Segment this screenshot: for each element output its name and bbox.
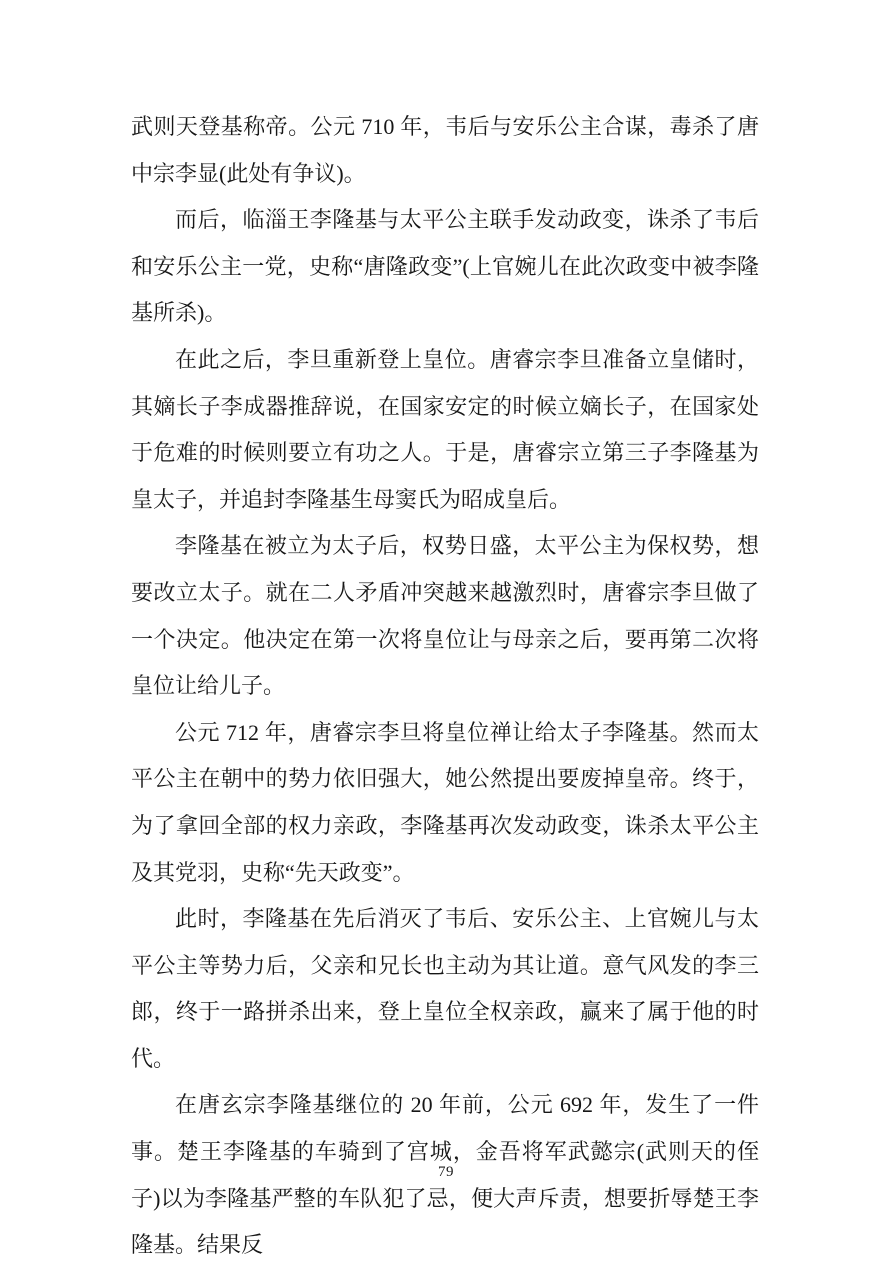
paragraph-1: 武则天登基称帝。公元 710 年，韦后与安乐公主合谋，毒杀了唐中宗李显(此处有争议)。 [131, 114, 759, 186]
paragraph-2: 而后，临淄王李隆基与太平公主联手发动政变，诛杀了韦后和安乐公主一党，史称“唐隆政变”(上官婉儿在此次政变中被李隆基所杀)。 [131, 207, 759, 326]
body-text [131, 104, 759, 1269]
paragraph-5: 公元 712 年，唐睿宗李旦将皇位禅让给太子李隆基。然而太平公主在朝中的势力依旧强大，她公然提出要废掉皇帝。终于，为了拿回全部的权力亲政，李隆基再次发动政变，诛杀太平公主及其党羽，史称“先天政变”。 [131, 719, 759, 885]
paragraph-3: 在此之后，李旦重新登上皇位。唐睿宗李旦准备立皇储时，其嫡长子李成器推辞说，在国家安定的时候立嫡长子，在国家处于危难的时候则要立有功之人。于是，唐睿宗立第三子李隆基为皇太子，并追封李隆基生母窦氏为昭成皇后。 [131, 346, 759, 512]
paragraph-6: 此时，李隆基在先后消灭了韦后、安乐公主、上官婉儿与太平公主等势力后，父亲和兄长也主动为其让道。意气风发的李三郎，终于一路拼杀出来，登上皇位全权亲政，赢来了属于他的时代。 [131, 906, 759, 1071]
page-number: 79 [438, 1164, 454, 1180]
paragraph-4: 李隆基在被立为太子后，权势日盛，太平公主为保权势，想要改立太子。就在二人矛盾冲突越来越激烈时，唐睿宗李旦做了一个决定。他决定在第一次将皇位让与母亲之后，要再第二次将皇位让给儿子。 [131, 533, 759, 699]
paragraph-7: 在唐玄宗李隆基继位的 20 年前，公元 692 年，发生了一件事。楚王李隆基的车骑到了宫城，金吾将军武懿宗(武则天的侄子)以为李隆基严整的车队犯了忌，便大声斥责，想要折辱楚王李隆基。结果反 [131, 1092, 759, 1258]
